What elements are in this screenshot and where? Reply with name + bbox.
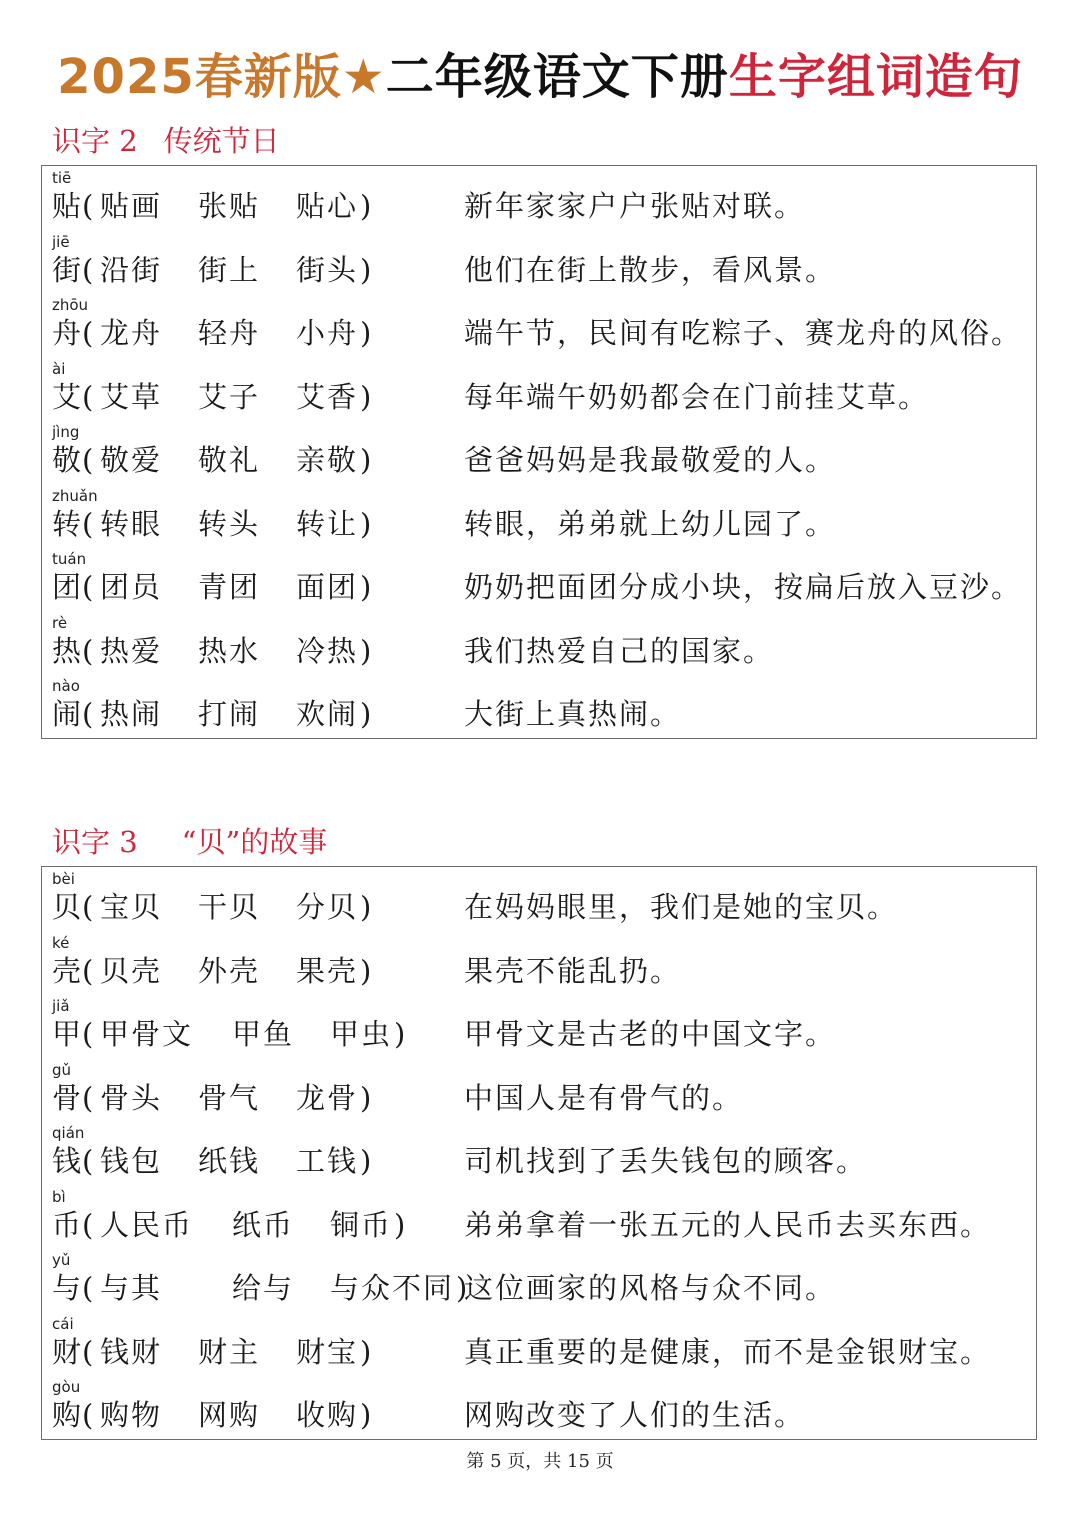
compound-word: 与众不同: [330, 1271, 455, 1305]
close-paren: ): [360, 1080, 372, 1115]
compound-word: 财主: [198, 1334, 261, 1369]
compound-word: 干贝: [198, 890, 261, 924]
table-row: [42, 357, 1036, 421]
pinyin: gòu: [52, 1378, 81, 1396]
table-row: [42, 931, 1036, 995]
compound-word: 给与: [232, 1271, 295, 1305]
compound-word: 艾草: [100, 379, 163, 414]
hanzi-character: 甲: [52, 1017, 82, 1051]
vocab-table-1: [41, 165, 1037, 739]
compound-word: 宝贝: [100, 890, 163, 924]
open-paren: (: [82, 189, 94, 223]
hanzi-character: 热: [52, 633, 82, 668]
compound-word: 转头: [198, 506, 261, 541]
hanzi-character: 购: [52, 1398, 82, 1432]
compound-word: 甲鱼: [232, 1017, 295, 1051]
title-subject: 二年级语文下册: [385, 49, 729, 105]
compound-word: 转眼: [100, 506, 163, 541]
compound-word: 财宝: [296, 1334, 359, 1369]
pinyin: ài: [52, 359, 66, 378]
example-sentence: 转眼，弟弟就上幼儿园了。: [464, 506, 837, 541]
example-sentence: 每年端午奶奶都会在门前挂艾草。: [464, 379, 930, 414]
compound-word: 网购: [198, 1398, 261, 1432]
pinyin: jiǎ: [52, 997, 70, 1015]
compound-word: 热闹: [100, 697, 163, 731]
compound-word: 热水: [198, 633, 261, 668]
open-paren: (: [82, 316, 94, 350]
table-row: [42, 1121, 1036, 1185]
pinyin: jìng: [52, 423, 80, 441]
open-paren: (: [82, 1207, 94, 1242]
compound-word: 冷热: [296, 633, 359, 668]
compound-word: 外壳: [198, 953, 261, 988]
pinyin: nào: [52, 677, 80, 695]
section-name: 传统节日: [163, 124, 280, 158]
close-paren: ): [360, 1334, 372, 1369]
hanzi-character: 贴: [52, 189, 82, 223]
title-topic: 生字组词造句: [728, 49, 1023, 105]
hanzi-character: 闹: [52, 697, 82, 731]
compound-word: 亲敬: [296, 443, 359, 477]
open-paren: (: [82, 953, 94, 988]
pinyin: cái: [52, 1314, 74, 1333]
example-sentence: 奶奶把面团分成小块，按扁后放入豆沙。: [464, 570, 1023, 604]
compound-word: 人民币: [100, 1207, 194, 1242]
hanzi-character: 艾: [52, 379, 82, 414]
close-paren: ): [456, 1271, 468, 1305]
close-paren: ): [360, 506, 372, 541]
compound-word: 打闹: [198, 697, 261, 731]
example-sentence: 大街上真热闹。: [464, 697, 682, 731]
compound-word: 转让: [296, 506, 359, 541]
compound-word: 青团: [198, 570, 261, 604]
close-paren: ): [360, 697, 372, 731]
compound-word: 热爱: [100, 633, 163, 668]
section-name: “贝”的故事: [181, 825, 328, 859]
section-title-2: [52, 820, 327, 864]
compound-word: 甲骨文: [100, 1017, 194, 1051]
compound-word: 艾香: [296, 379, 359, 414]
compound-word: 龙舟: [100, 316, 163, 350]
compound-word: 敬礼: [198, 443, 261, 477]
close-paren: ): [360, 953, 372, 988]
section-title-1: [52, 119, 280, 163]
compound-word: 贝壳: [100, 953, 163, 988]
compound-word: 面团: [296, 570, 359, 604]
compound-word: 龙骨: [296, 1080, 359, 1115]
section-label: 识字 2: [52, 124, 138, 158]
compound-word: 敬爱: [100, 443, 163, 477]
compound-word: 小舟: [296, 316, 359, 350]
compound-word: 铜币: [330, 1207, 393, 1242]
example-sentence: 弟弟拿着一张五元的人民币去买东西。: [464, 1207, 992, 1242]
example-sentence: 他们在街上散步，看风景。: [464, 252, 837, 287]
close-paren: ): [360, 570, 372, 604]
open-paren: (: [82, 1080, 94, 1115]
example-sentence: 我们热爱自己的国家。: [464, 633, 775, 668]
pinyin: ké: [52, 933, 70, 952]
close-paren: ): [360, 252, 372, 287]
pinyin: bèi: [52, 870, 75, 888]
compound-word: 与其: [100, 1271, 163, 1305]
table-row: [42, 1248, 1036, 1312]
close-paren: ): [360, 890, 372, 924]
title-edition: 2025春新版★: [57, 49, 386, 105]
compound-word: 张贴: [198, 189, 261, 223]
open-paren: (: [82, 443, 94, 477]
table-row: [42, 1058, 1036, 1122]
example-sentence: 真正重要的是健康，而不是金银财宝。: [464, 1334, 992, 1369]
compound-word: 艾子: [198, 379, 261, 414]
example-sentence: 端午节，民间有吃粽子、赛龙舟的风俗。: [464, 316, 1023, 350]
compound-word: 纸币: [232, 1207, 295, 1242]
compound-word: 贴画: [100, 189, 163, 223]
compound-word: 街头: [296, 252, 359, 287]
example-sentence: 新年家家户户张贴对联。: [464, 189, 806, 223]
example-sentence: 在妈妈眼里，我们是她的宝贝。: [464, 890, 899, 924]
close-paren: ): [360, 316, 372, 350]
compound-word: 纸钱: [198, 1144, 261, 1178]
close-paren: ): [360, 1398, 372, 1432]
example-sentence: 中国人是有骨气的。: [464, 1080, 744, 1115]
example-sentence: 甲骨文是古老的中国文字。: [464, 1017, 837, 1051]
table-row: [42, 1312, 1036, 1376]
close-paren: ): [360, 379, 372, 414]
hanzi-character: 街: [52, 252, 82, 287]
table-row: [42, 293, 1036, 357]
page-title: [0, 42, 1080, 112]
open-paren: (: [82, 570, 94, 604]
close-paren: ): [360, 633, 372, 668]
pinyin: bì: [52, 1187, 66, 1206]
table-row: [42, 1185, 1036, 1249]
compound-word: 收购: [296, 1398, 359, 1432]
table-row: [42, 230, 1036, 294]
close-paren: ): [360, 443, 372, 477]
hanzi-character: 钱: [52, 1144, 82, 1178]
table-row: [42, 166, 1036, 230]
hanzi-character: 转: [52, 506, 82, 541]
table-row: [42, 484, 1036, 548]
open-paren: (: [82, 506, 94, 541]
compound-word: 购物: [100, 1398, 163, 1432]
section-label: 识字 3: [52, 825, 138, 859]
table-row: [42, 547, 1036, 611]
compound-word: 沿街: [100, 252, 163, 287]
open-paren: (: [82, 379, 94, 414]
pinyin: zhuǎn: [52, 486, 98, 505]
table-row: [42, 611, 1036, 675]
compound-word: 骨头: [100, 1080, 163, 1115]
hanzi-character: 币: [52, 1207, 82, 1242]
open-paren: (: [82, 890, 94, 924]
vocab-table-2: [41, 866, 1037, 1440]
example-sentence: 爸爸妈妈是我最敬爱的人。: [464, 443, 837, 477]
pinyin: rè: [52, 613, 68, 632]
table-row: [42, 867, 1036, 931]
pinyin: zhōu: [52, 296, 89, 314]
hanzi-character: 贝: [52, 890, 82, 924]
hanzi-character: 与: [52, 1271, 82, 1305]
open-paren: (: [82, 1017, 94, 1051]
table-row: [42, 1375, 1036, 1439]
page-footer: 第 5 页，共 15 页: [466, 1451, 614, 1472]
compound-word: 钱财: [100, 1334, 163, 1369]
open-paren: (: [82, 697, 94, 731]
compound-word: 轻舟: [198, 316, 261, 350]
open-paren: (: [82, 252, 94, 287]
close-paren: ): [360, 1144, 372, 1178]
hanzi-character: 财: [52, 1334, 82, 1369]
hanzi-character: 壳: [52, 953, 82, 988]
compound-word: 甲虫: [330, 1017, 393, 1051]
compound-word: 骨气: [198, 1080, 261, 1115]
pinyin: tiē: [52, 169, 72, 187]
hanzi-character: 敬: [52, 443, 82, 477]
compound-word: 果壳: [296, 953, 359, 988]
open-paren: (: [82, 1398, 94, 1432]
compound-word: 街上: [198, 252, 261, 287]
table-row: [42, 420, 1036, 484]
open-paren: (: [82, 1334, 94, 1369]
close-paren: ): [394, 1017, 406, 1051]
hanzi-character: 团: [52, 570, 82, 604]
example-sentence: 司机找到了丢失钱包的顾客。: [464, 1144, 868, 1178]
compound-word: 钱包: [100, 1144, 163, 1178]
pinyin: jiē: [52, 232, 70, 251]
open-paren: (: [82, 1144, 94, 1178]
compound-word: 分贝: [296, 890, 359, 924]
open-paren: (: [82, 1271, 94, 1305]
compound-word: 团员: [100, 570, 163, 604]
example-sentence: 这位画家的风格与众不同。: [464, 1271, 837, 1305]
compound-word: 贴心: [296, 189, 359, 223]
pinyin: tuán: [52, 550, 87, 568]
table-row: [42, 994, 1036, 1058]
hanzi-character: 舟: [52, 316, 82, 350]
hanzi-character: 骨: [52, 1080, 82, 1115]
pinyin: qián: [52, 1124, 85, 1142]
example-sentence: 果壳不能乱扔。: [464, 953, 682, 988]
table-row: [42, 674, 1036, 738]
close-paren: ): [360, 189, 372, 223]
compound-word: 工钱: [296, 1144, 359, 1178]
open-paren: (: [82, 633, 94, 668]
compound-word: 欢闹: [296, 697, 359, 731]
pinyin: gǔ: [52, 1060, 72, 1079]
pinyin: yǔ: [52, 1251, 71, 1269]
close-paren: ): [394, 1207, 406, 1242]
example-sentence: 网购改变了人们的生活。: [464, 1398, 806, 1432]
